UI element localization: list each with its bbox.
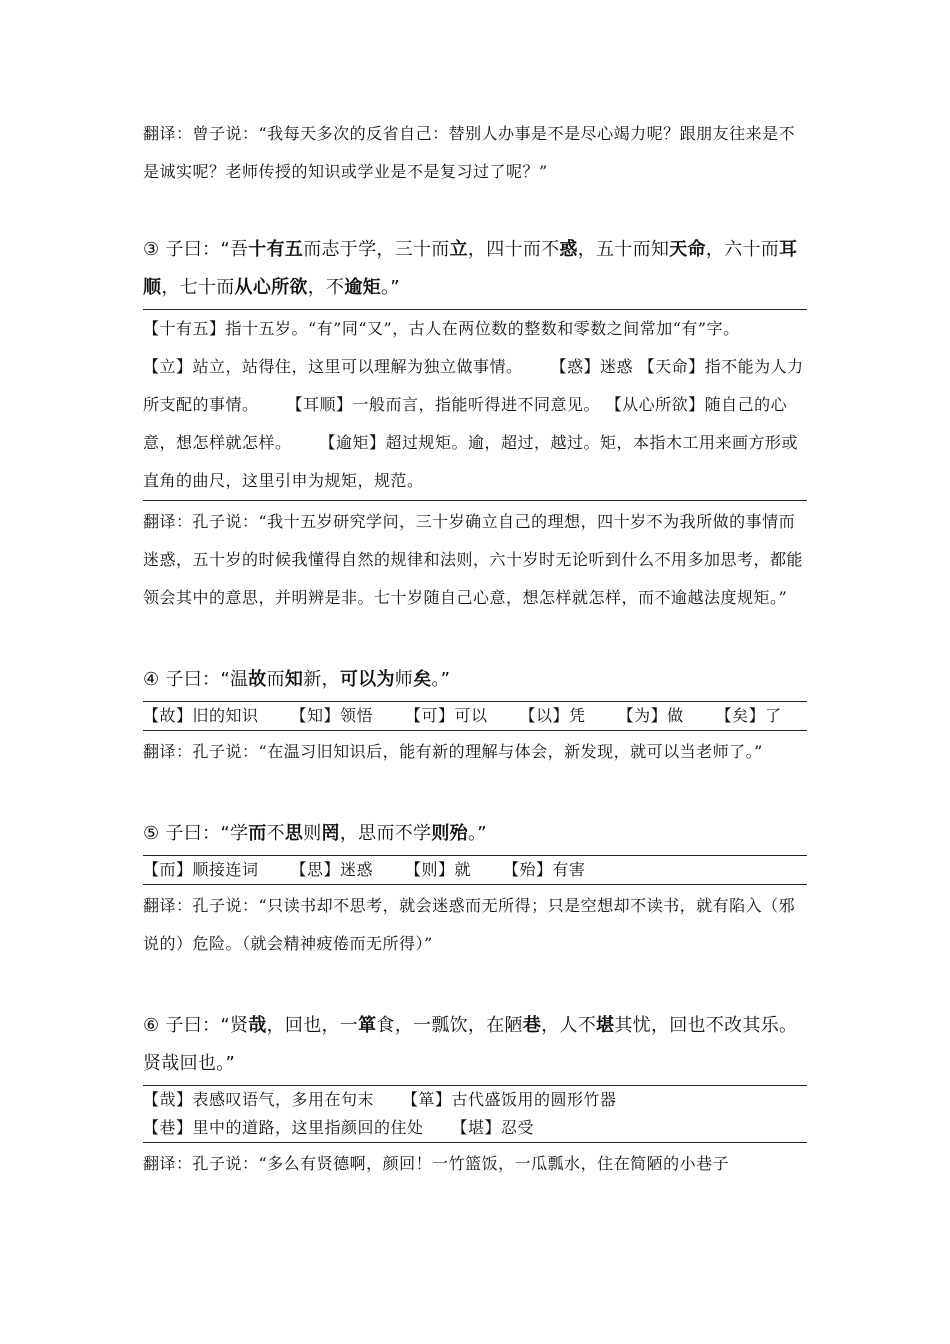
entry5-verse: ⑤ 子曰：“学而不思则罔，思而不学则殆。” — [143, 823, 487, 844]
note-kan: 【堪】忍受 — [451, 1118, 535, 1137]
entry4-verse: ④ 子曰：“温故而知新，可以为师矣。” — [143, 669, 451, 690]
note-er: 【而】顺接连词 — [143, 860, 259, 879]
entry6-translation: 翻译：孔子说：“多么有贤德啊，颜回！一竹篮饭，一瓜瓢水，住在简陋的小巷子 — [143, 1154, 730, 1173]
note-ze: 【则】就 — [405, 860, 472, 879]
entry4-translation: 翻译：孔子说：“在温习旧知识后，能有新的理解与体会，新发现，就可以当老师了。” — [143, 742, 763, 761]
note-gu: 【故】旧的知识 — [143, 706, 259, 725]
entry4-notes — [143, 701, 807, 731]
entry6-verse: ⑥ 子曰：“贤哉，回也，一箪食，一瓢饮，在陋巷，人不堪其忧，回也不改其乐。贤哉回也。” — [143, 1015, 798, 1074]
entry6-notes — [143, 1085, 807, 1143]
note-li: 【立】站立，站得住，这里可以理解为独立做事情。 — [143, 357, 523, 376]
note-ke: 【可】可以 — [405, 706, 488, 725]
note-ershun: 【耳顺】一般而言，指能听得进不同意见。 — [286, 395, 601, 414]
note-wei: 【为】做 — [617, 706, 684, 725]
entry3-notes — [143, 309, 807, 501]
entry3-translation: 翻译：孔子说：“我十五岁研究学问，三十岁确立自己的理想，四十岁不为我所做的事情而迷惑，五十岁的时候我懂得自然的规律和法则，六十岁时无论听到什么不用多加思考，都能领会其中的意思，并明辨是非。七十岁随自己心意，想怎样就怎样，而不逾越法度规矩。” — [143, 512, 804, 607]
note-si: 【思】迷惑 — [290, 860, 374, 879]
note-yi2: 【矣】了 — [715, 706, 782, 725]
entry5-notes — [143, 855, 807, 885]
note-tianming: 【天命】指不能为人力所支配的事情。 — [143, 357, 804, 414]
note-congxinsuoyu: 【从心所欲】随自己的心意，想怎样就怎样。 — [143, 395, 788, 452]
entry5-translation: 翻译：孔子说：“只读书却不思考，就会迷惑而无所得；只是空想却不读书，就有陷入（邪说的）危险。（就会精神疲倦而无所得）” — [143, 896, 796, 953]
document-page — [143, 115, 807, 1183]
entry2-translation: 翻译：曾子说：“我每天多次的反省自己：替别人办事是不是尽心竭力呢？跟朋友往来是不是诚实呢？老师传授的知识或学业是不是复习过了呢？” — [143, 124, 796, 181]
note-yuju: 【逾矩】超过规矩。逾，超过，越过。矩，本指木工用来画方形或直角的曲尺，这里引申为规矩，规范。 — [143, 433, 799, 490]
note-shiyouwu: 【十有五】指十五岁。“有”同“又”，古人在两位数的整数和零数之间常加“有”字。 — [143, 319, 740, 338]
note-xiang: 【巷】里中的道路，这里指颜回的住处 — [143, 1118, 424, 1137]
note-huo: 【惑】迷惑 — [550, 357, 634, 376]
note-dai: 【殆】有害 — [503, 860, 586, 879]
note-zhi: 【知】领悟 — [290, 706, 374, 725]
note-zai: 【哉】表感叹语气，多用在句末 — [143, 1090, 375, 1109]
entry3-verse: ③ 子曰：“吾十有五而志于学，三十而立，四十而不惑，五十而知天命，六十而耳顺，七十而从心所欲，不逾矩。” — [143, 239, 798, 298]
note-dan: 【箪】古代盛饭用的圆形竹器 — [402, 1090, 617, 1109]
note-yi: 【以】凭 — [519, 706, 586, 725]
